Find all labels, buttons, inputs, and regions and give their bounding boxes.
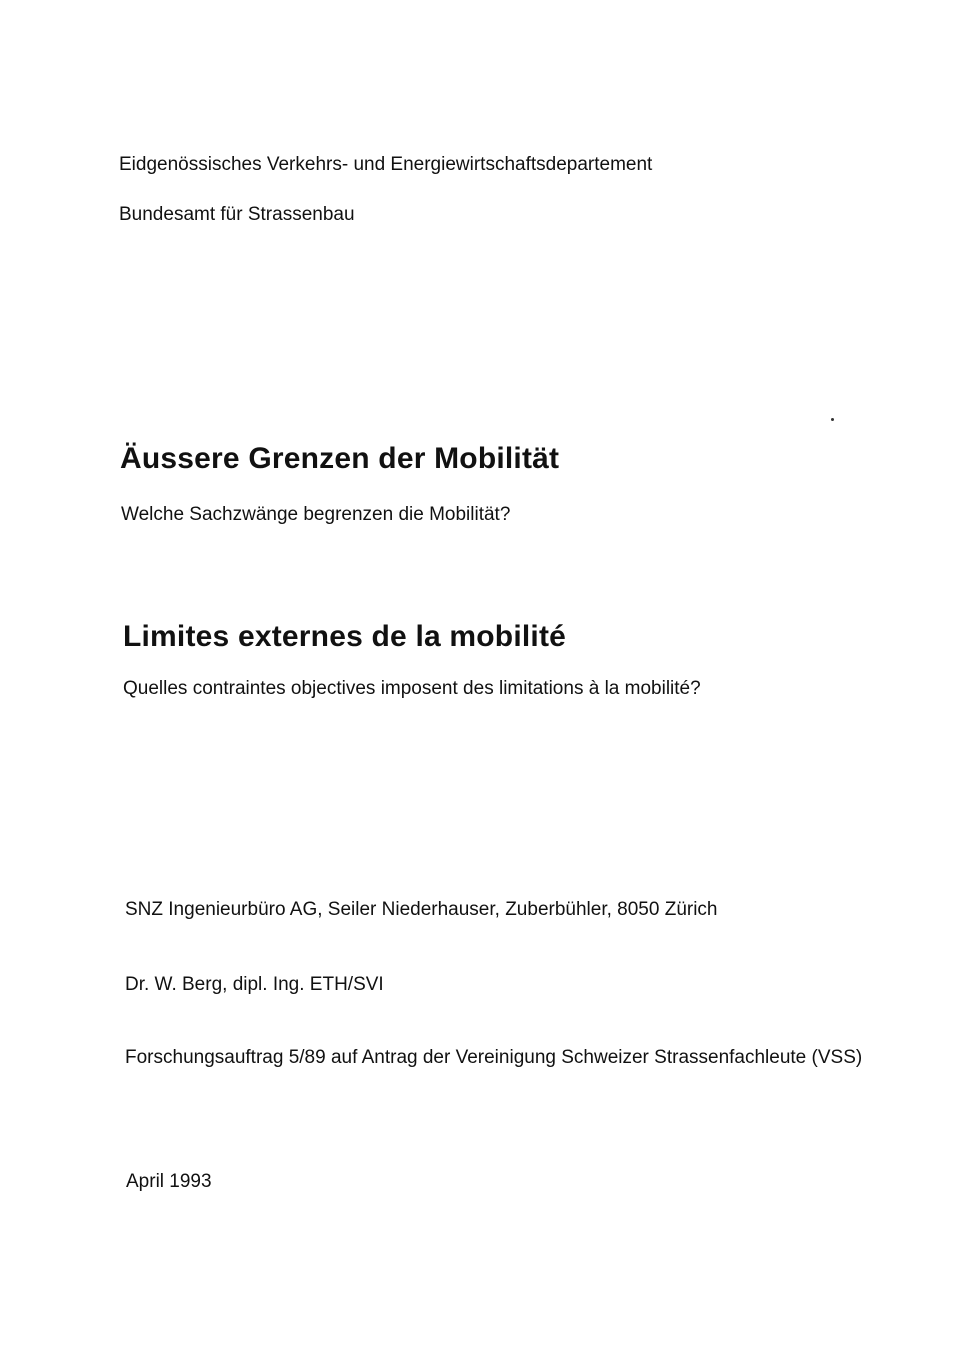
subtitle-french: Quelles contraintes objectives imposent des limitations à la mobilité? — [123, 678, 701, 699]
scan-speck — [831, 418, 834, 421]
department-name: Eidgenössisches Verkehrs- und Energiewirtschaftsdepartement — [119, 154, 653, 175]
subtitle-german: Welche Sachzwänge begrenzen die Mobilität? — [121, 504, 511, 525]
title-german: Äussere Grenzen der Mobilität — [120, 442, 560, 475]
title-french: Limites externes de la mobilité — [123, 620, 567, 653]
office-name: Bundesamt für Strassenbau — [119, 204, 355, 225]
company-address: SNZ Ingenieurbüro AG, Seiler Niederhauser, Zuberbühler, 8050 Zürich — [125, 899, 718, 920]
publication-date: April 1993 — [126, 1171, 212, 1192]
author-name: Dr. W. Berg, dipl. Ing. ETH/SVI — [125, 974, 384, 995]
research-commission: Forschungsauftrag 5/89 auf Antrag der Vereinigung Schweizer Strassenfachleute (VSS) — [125, 1047, 863, 1068]
